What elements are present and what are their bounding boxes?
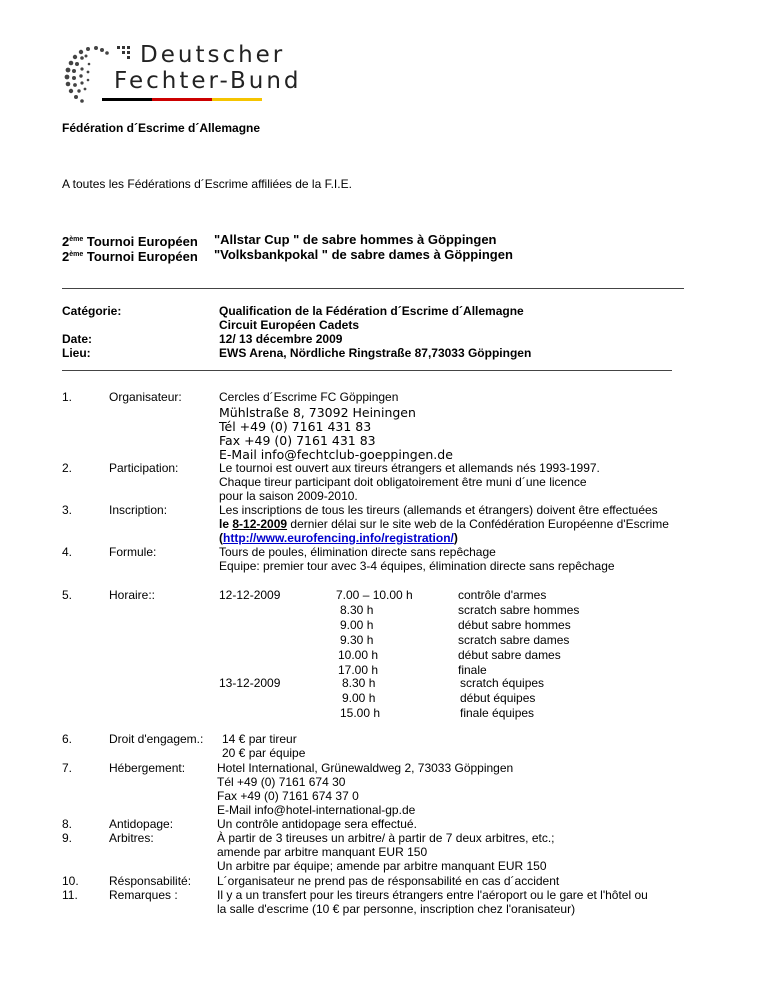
section-11-num: 11. [62,888,78,902]
logo-mark-icon [116,44,132,60]
section-10-label: Résponsabilité: [109,874,192,888]
section-2-num: 2. [62,461,73,475]
section-3-num: 3. [62,503,73,517]
schedule-desc: finale équipes [460,706,535,720]
participation-line-2: Chaque tireur participant doit obligatoirement être muni d´une licence [219,475,587,489]
federation-heading: Fédération d´Escrime d´Allemagne [62,121,261,135]
lieu-label: Lieu: [62,346,91,360]
section-4-label: Formule: [109,545,157,559]
inscription-rest: dernier délai sur le site web de la Confédération Européenne d'Escrime [287,517,669,531]
section-11-label: Remarques : [109,888,178,902]
organisateur-fax: Fax +49 (0) 7161 431 83 [219,433,376,448]
inscription-line-2 [219,517,669,532]
hotel-tel: Tél +49 (0) 7161 674 30 [217,775,346,789]
schedule-day-1: 12-12-2009 [219,588,281,602]
tournament-title-2: 2ème Tournoi Européen "Volksbankpokal " de sabre dames à Göppingen [62,247,513,264]
logo-line1: Deutscher [140,42,286,68]
categorie-label: Catégorie: [62,304,122,318]
formule-line-2: Equipe: premier tour avec 3-4 équipes, élimination directe sans repêchage [219,559,615,573]
tournament-event-2: "Volksbankpokal " de sabre dames à Göppingen [214,247,513,262]
organisateur-email: E-Mail info@fechtclub-goeppingen.de [219,447,453,462]
schedule-desc: début équipes [460,691,536,705]
schedule-time: 10.00 h [338,648,379,662]
logo [62,40,302,110]
responsabilite-text: L´organisateur ne prend pas de résponsabilité en cas d´accident [217,874,560,888]
flag-gold [212,98,262,101]
schedule-time: 15.00 h [340,706,381,720]
arbitres-line-1: À partir de 3 tireuses un arbitre/ à partir de 7 deux arbitres, etc.; [217,831,555,845]
schedule-desc: début sabre dames [458,648,561,662]
schedule-time: 8.30 h [342,676,376,690]
organisateur-name: Cercles d´Escrime FC Göppingen [219,390,399,404]
section-6-label: Droit d'engagem.: [109,732,204,746]
section-3-label: Inscription: [109,503,168,517]
flag-red [152,98,212,101]
section-5-label: Horaire:: [109,588,156,602]
arbitres-line-2: amende par arbitre manquant EUR 150 [217,845,428,859]
categorie-value-2: Circuit Européen Cadets [219,318,360,332]
schedule-time: 9.00 h [342,691,376,705]
section-7-num: 7. [62,761,73,775]
schedule-time: 8.30 h [340,603,374,617]
schedule-time: 7.00 – 10.00 h [336,588,413,602]
date-value: 12/ 13 décembre 2009 [219,332,343,346]
inscription-le: le [219,517,233,531]
inscription-line-1: Les inscriptions de tous les tireurs (allemands et étrangers) doivent être effectuées [219,503,658,517]
participation-line-3: pour la saison 2009-2010. [219,489,358,503]
section-7-label: Hébergement: [109,761,186,775]
organisateur-address: Mühlstraße 8, 73092 Heiningen [219,405,416,420]
logo-eagle-icon [62,42,122,106]
antidopage-text: Un contrôle antidopage sera effectué. [217,817,417,831]
schedule-desc: scratch sabre hommes [458,603,580,617]
schedule-time: 9.00 h [340,618,374,632]
fee-team: 20 € par équipe [222,746,306,760]
arbitres-line-3: Un arbitre par équipe; amende par arbitre manquant EUR 150 [217,859,547,873]
schedule-time: 17.00 h [338,663,379,677]
registration-link[interactable]: http://www.eurofencing.info/registration/ [223,531,454,545]
section-4-num: 4. [62,545,73,559]
addressee-line: A toutes les Fédérations d´Escrime affiliées de la F.I.E. [62,177,352,191]
organisateur-tel: Tél +49 (0) 7161 431 83 [219,419,372,434]
hotel-email: E-Mail info@hotel-international-gp.de [217,803,416,817]
hotel-fax: Fax +49 (0) 7161 674 37 0 [217,789,359,803]
flag-black [102,98,152,101]
section-10-num: 10. [62,874,79,888]
schedule-desc: contrôle d'armes [458,588,547,602]
paren-close: ) [453,531,458,545]
schedule-desc: début sabre hommes [458,618,571,632]
participation-line-1: Le tournoi est ouvert aux tireurs étrangers et allemands nés 1993-1997. [219,461,600,475]
tournament-title-1: 2ème Tournoi Européen "Allstar Cup " de sabre hommes à Göppingen [62,232,497,249]
section-9-label: Arbitres: [109,831,154,845]
schedule-desc: scratch équipes [460,676,545,690]
inscription-line-3 [219,531,458,546]
remarques-line-1: Il y a un transfert pour les tireurs étrangers entre l'aéroport ou le gare et l'hôtel ou [217,888,648,902]
remarques-line-2: la salle d'escrime (10 € par personne, inscription chez l'oranisateur) [217,902,576,916]
schedule-desc: scratch sabre dames [458,633,570,647]
divider-top [62,288,684,289]
hotel-name: Hotel International, Grünewaldweg 2, 73033 Göppingen [217,761,514,775]
paren-open: ( [219,531,223,545]
section-5-num: 5. [62,588,73,602]
schedule-day-2: 13-12-2009 [219,676,281,690]
date-label: Date: [62,332,93,346]
section-1-label: Organisateur: [109,390,182,404]
divider-bottom [62,370,672,371]
section-1-num: 1. [62,390,73,404]
section-9-num: 9. [62,831,73,845]
categorie-value-1: Qualification de la Fédération d´Escrime d´Allemagne [219,304,524,318]
formule-line-1: Tours de poules, élimination directe sans repêchage [219,545,496,559]
section-8-label: Antidopage: [109,817,174,831]
schedule-desc: finale [458,663,487,677]
section-8-num: 8. [62,817,73,831]
lieu-value: EWS Arena, Nördliche Ringstraße 87,73033 Göppingen [219,346,532,360]
schedule-time: 9.30 h [340,633,374,647]
tournament-event-1: "Allstar Cup " de sabre hommes à Göppingen [214,232,497,247]
section-2-label: Participation: [109,461,179,475]
logo-line2: Fechter-Bund [114,68,302,94]
section-6-num: 6. [62,732,73,746]
fee-individual: 14 € par tireur [222,732,297,746]
inscription-deadline: 8-12-2009 [232,517,288,531]
